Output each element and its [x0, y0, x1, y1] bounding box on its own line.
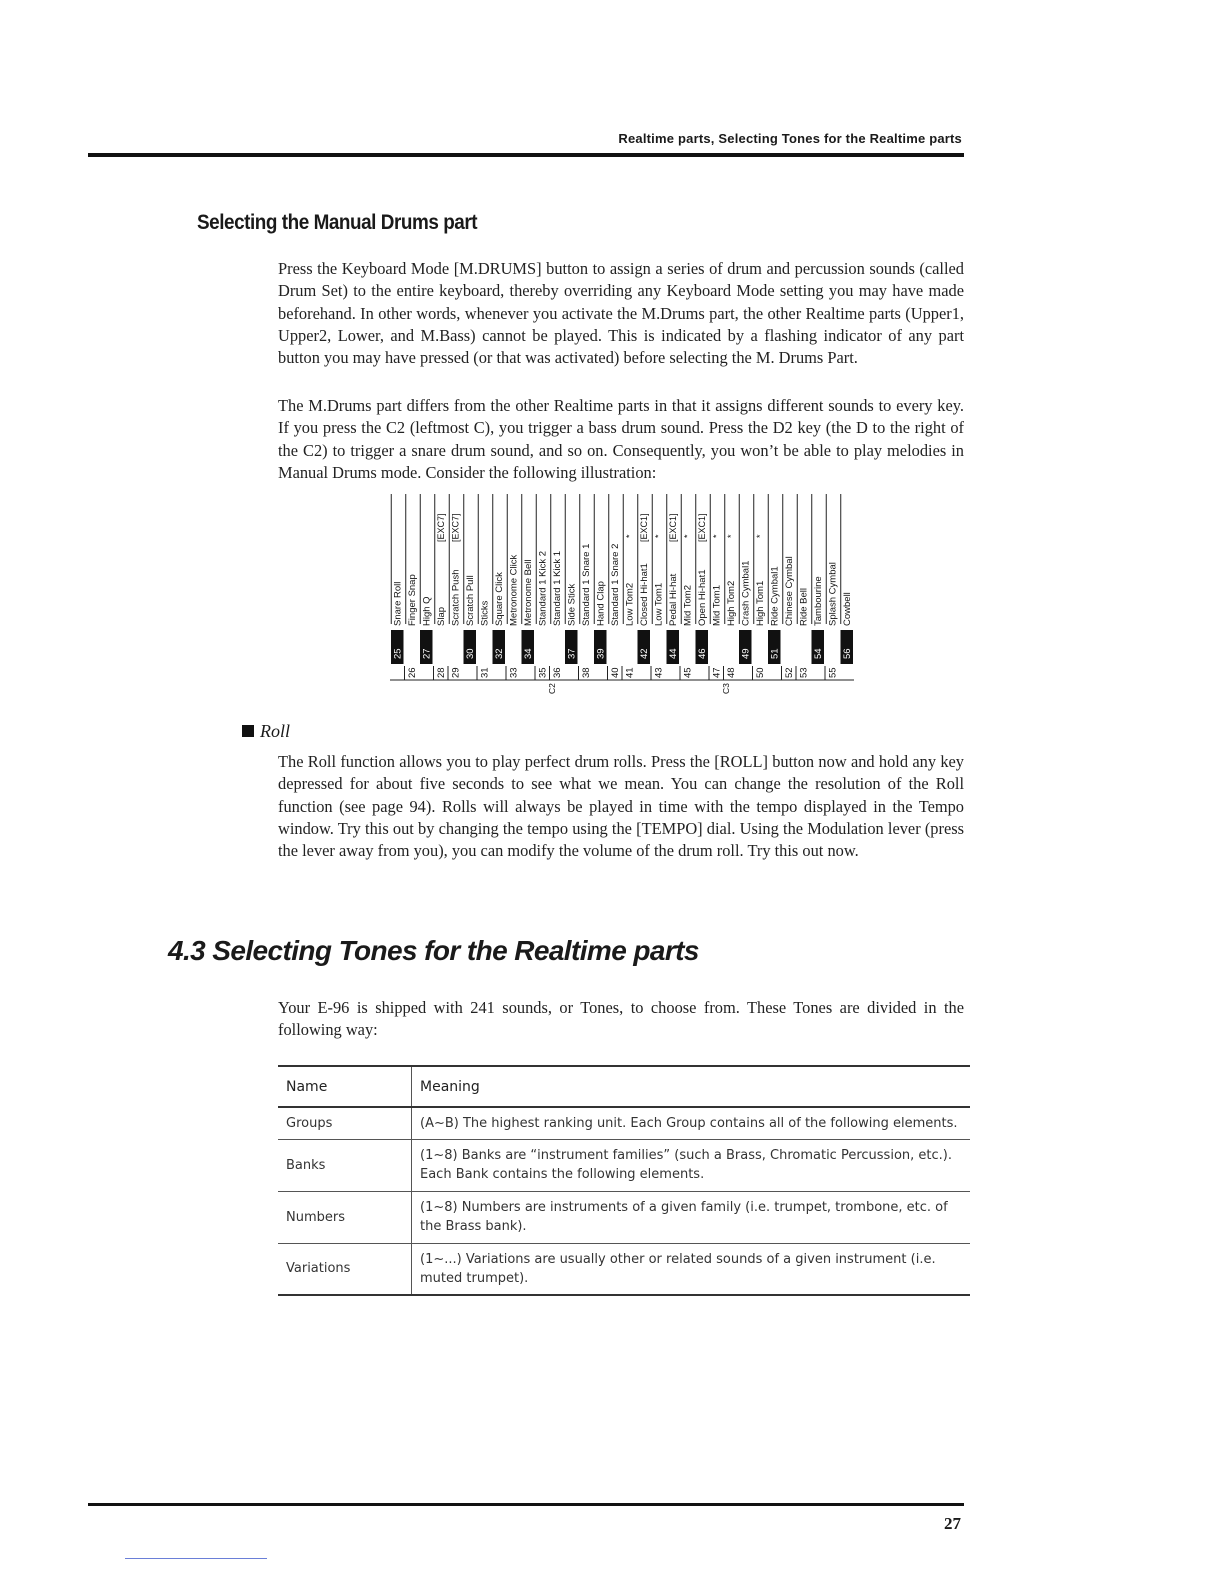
chapter-title: 4.3 Selecting Tones for the Realtime parts [168, 935, 699, 966]
square-bullet-icon [242, 725, 254, 737]
column-header-meaning: Meaning [412, 1066, 971, 1107]
paragraph-mdrums-keys: The M.Drums part differs from the other Realtime parts in that it assigns different sounds to every key. If you press the C2 (leftmost C), you trigger a bass drum sound. Press the D2 key (the D to the right of the C2) to trigger a snare drum sound, and so on. Consequently, you won’t be able to play melodies in Manual Drums mode. Consider the following illustration: [278, 396, 964, 482]
roll-heading [242, 721, 290, 742]
section-title: Selecting the Manual Drums part [197, 211, 478, 234]
drum-sound-label: Snare Roll [392, 581, 404, 626]
white-key-number: 26 [406, 667, 418, 678]
white-key-number: 28 [435, 667, 447, 678]
drum-sound-label: Open Hi-hat1 [696, 569, 708, 626]
drum-sound-label: Slap [435, 606, 447, 626]
drum-sound-label: Ride Cymbal1 [769, 566, 781, 626]
exclusive-group-tag: * [711, 534, 722, 538]
drum-sound-label: Sticks [479, 600, 491, 626]
black-key-number: 39 [595, 648, 607, 659]
header-rule [88, 153, 964, 157]
white-key-number: 41 [624, 667, 636, 678]
exclusive-group-tag: * [653, 534, 664, 538]
black-key-number: 25 [392, 648, 404, 659]
black-key-number: 32 [493, 648, 505, 659]
table-cell-name: Banks [278, 1139, 412, 1191]
white-key-number: 36 [551, 667, 563, 678]
tones-table [278, 1065, 970, 1296]
black-key-number: 44 [667, 648, 679, 659]
roll-title: Roll [260, 721, 290, 741]
column-header-name: Name [278, 1066, 412, 1107]
exclusive-group-tag: * [754, 534, 765, 538]
drum-keyboard-diagram [380, 490, 870, 700]
drum-sound-label: Tambourine [812, 576, 824, 626]
drum-sound-label: Hand Clap [595, 581, 607, 626]
drum-sound-label: Scratch Pull [464, 575, 476, 626]
running-head: Realtime parts, Selecting Tones for the Realtime parts [618, 131, 962, 146]
drum-sound-label: Side Stick [566, 583, 578, 626]
link-underline [125, 1558, 267, 1559]
table-cell-meaning: (A~B) The highest ranking unit. Each Group contains all of the following elements. [412, 1107, 971, 1139]
black-key-number: 46 [696, 648, 708, 659]
drum-sound-label: Standard 1 Snare 1 [580, 543, 592, 626]
table-cell-name: Groups [278, 1107, 412, 1139]
drum-sound-label: Ride Bell [798, 587, 810, 626]
footer-rule [88, 1503, 964, 1506]
exclusive-group-tag: [EXC1] [696, 513, 707, 542]
octave-label: C2 [546, 683, 557, 694]
black-key-number: 51 [769, 648, 781, 659]
paragraph-tones-intro: Your E-96 is shipped with 241 sounds, or Tones, to choose from. These Tones are divided in the following way: [278, 998, 964, 1040]
black-key-number: 56 [841, 648, 853, 659]
drum-sound-label: Low Tom1 [653, 582, 665, 626]
page-number: 27 [944, 1514, 961, 1533]
drum-sound-label: Mid Tom2 [682, 584, 694, 626]
table-cell-name: Variations [278, 1243, 412, 1295]
exclusive-group-tag: [EXC7] [450, 513, 461, 542]
white-key-number: 50 [754, 667, 766, 678]
drum-sound-label: Standard 1 Kick 2 [537, 551, 549, 626]
black-key-number: 42 [638, 648, 650, 659]
drum-sound-label: Closed Hi-hat1 [638, 563, 650, 626]
drum-sound-label: Low Tom2 [624, 582, 636, 626]
drum-sound-label: Mid Tom1 [711, 584, 723, 626]
black-key-number: 34 [522, 648, 534, 659]
exclusive-group-tag: * [624, 534, 635, 538]
black-key-number: 37 [566, 648, 578, 659]
exclusive-group-tag: [EXC1] [667, 513, 678, 542]
white-key-number: 45 [682, 667, 694, 678]
drum-sound-label: Finger Snap [406, 574, 418, 626]
drum-sound-label: Metronome Bell [522, 559, 534, 626]
table-cell-meaning: (1~8) Numbers are instruments of a given family (i.e. trumpet, trombone, etc. of the Brass bank). [412, 1191, 971, 1243]
drum-sound-label: Splash Cymbal [827, 562, 839, 626]
black-key-number: 27 [421, 648, 433, 659]
exclusive-group-tag: [EXC1] [638, 513, 649, 542]
drum-sound-label: Metronome Click [508, 554, 520, 626]
white-key-number: 48 [725, 667, 737, 678]
exclusive-group-tag: [EXC7] [435, 513, 446, 542]
table-cell-meaning: (1~8) Banks are “instrument families” (such a Brass, Chromatic Percussion, etc.). Each Bank contains the following elements. [412, 1139, 971, 1191]
white-key-number: 52 [783, 667, 795, 678]
white-key-number: 55 [827, 667, 839, 678]
black-key-number: 49 [740, 648, 752, 659]
exclusive-group-tag: * [725, 534, 736, 538]
drum-sound-label: Standard 1 Snare 2 [609, 543, 621, 626]
drum-sound-label: High Tom1 [754, 580, 766, 626]
table-row [278, 1243, 970, 1295]
paragraph-roll: The Roll function allows you to play perfect drum rolls. Press the [ROLL] button now and hold any key depressed for about five seconds to see what we mean. You can change the resolution of the Roll function (see page 94). Rolls will always be played in time with the tempo displayed in the Tempo window. Try this out by changing the tempo using the [TEMPO] dial. Using the Modulation lever (press the lever away from you), you can modify the volume of the drum roll. Try this out now. [278, 752, 964, 861]
white-key-number: 40 [609, 667, 621, 678]
table-row [278, 1191, 970, 1243]
drum-sound-label: Scratch Push [450, 569, 462, 626]
table-cell-meaning: (1~...) Variations are usually other or related sounds of a given instrument (i.e. muted trumpet). [412, 1243, 971, 1295]
paragraph-mdrums-intro: Press the Keyboard Mode [M.DRUMS] button to assign a series of drum and percussion sounds (called Drum Set) to the entire keyboard, thereby overriding any Keyboard Mode setting you may have made beforehand. In other words, whenever you activate the M.Drums part, the other Realtime parts (Upper1, Upper2, Lower, and M.Bass) cannot be played. This is indicated by a flashing indicator of any part button you may have pressed (or that was activated) before selecting the M. Drums Part. [278, 259, 964, 368]
drum-sound-label: Standard 1 Kick 1 [551, 551, 563, 626]
drum-sound-label: Chinese Cymbal [783, 556, 795, 626]
white-key-number: 29 [450, 667, 462, 678]
octave-label: C3 [720, 683, 731, 694]
table-cell-name: Numbers [278, 1191, 412, 1243]
white-key-number: 38 [580, 667, 592, 678]
white-key-number: 35 [537, 667, 549, 678]
exclusive-group-tag: * [682, 534, 693, 538]
table-row [278, 1139, 970, 1191]
table-row [278, 1107, 970, 1139]
drum-sound-label: High Q [421, 596, 433, 626]
table-header-row [278, 1066, 970, 1107]
drum-sound-label: High Tom2 [725, 580, 737, 626]
drum-sound-label: Crash Cymbal1 [740, 560, 752, 626]
drum-sound-label: Cowbell [841, 592, 853, 626]
white-key-number: 31 [479, 667, 491, 678]
black-key-number: 30 [464, 648, 476, 659]
drum-sound-label: Square Click [493, 572, 505, 626]
white-key-number: 53 [798, 667, 810, 678]
drum-sound-label: Pedal Hi-hat [667, 573, 679, 626]
white-key-number: 33 [508, 667, 520, 678]
white-key-number: 43 [653, 667, 665, 678]
black-key-number: 54 [812, 648, 824, 659]
white-key-number: 47 [711, 667, 723, 678]
